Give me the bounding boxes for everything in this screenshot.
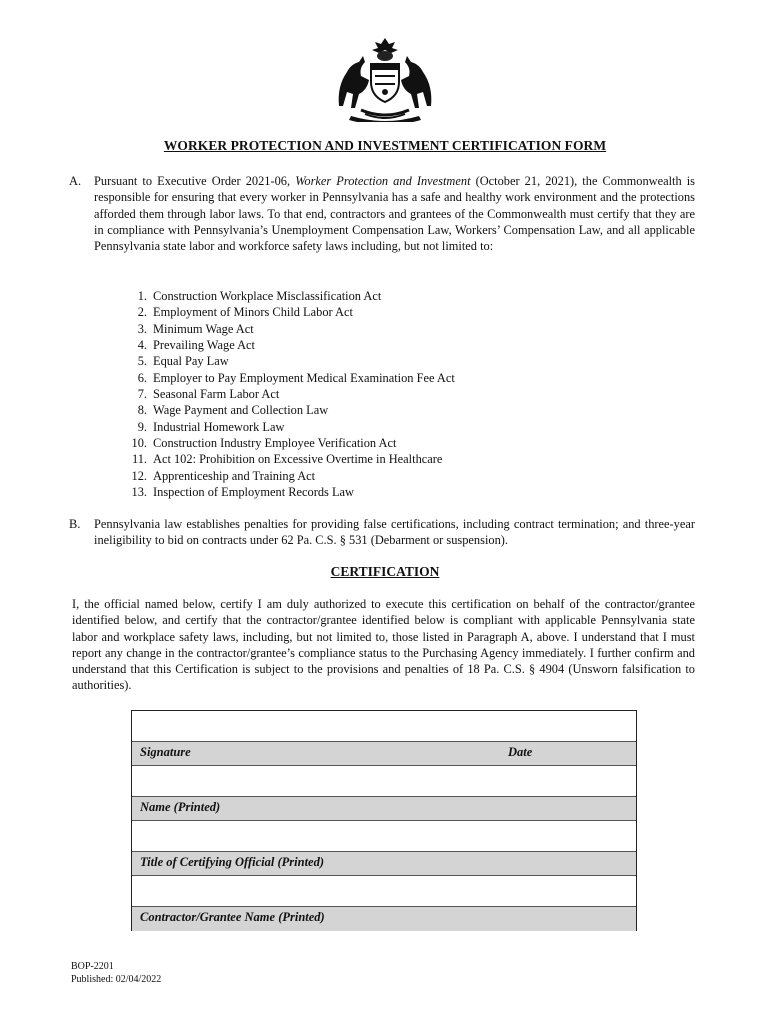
name-field[interactable] (132, 766, 636, 797)
list-item: 7. Seasonal Farm Labor Act (137, 387, 280, 402)
signature-field[interactable] (132, 711, 636, 742)
certification-heading: CERTIFICATION (330, 564, 440, 579)
labor-law-list (126, 288, 606, 500)
list-item: 12. Apprenticeship and Training Act (131, 468, 316, 483)
section-b-marker: B. (69, 517, 81, 531)
contractor-field[interactable] (132, 876, 636, 907)
list-item: 6. Employer to Pay Employment Medical Examination Fee Act (137, 370, 455, 385)
list-item: 13. Inspection of Employment Records Law (131, 485, 354, 500)
list-item: 5. Equal Pay Law (137, 354, 229, 369)
published-date: Published: 02/04/2022 (71, 973, 162, 985)
form-id: BOP-2201 (71, 961, 114, 972)
list-item: 2. Employment of Minors Child Labor Act (137, 305, 353, 320)
signature-label: Signature (140, 745, 191, 759)
list-item: 1. Construction Workplace Misclassification Act (137, 289, 382, 303)
form-title: WORKER PROTECTION AND INVESTMENT CERTIFICATION FORM (163, 138, 607, 153)
name-label-row (132, 797, 636, 821)
section-a-paragraph (69, 173, 696, 254)
contractor-label: Contractor/Grantee Name (Printed) (140, 910, 325, 924)
executive-order-title: Worker Protection and Investment (295, 174, 471, 188)
date-label: Date (508, 745, 533, 759)
list-item: 10. Construction Industry Employee Verification Act (131, 436, 397, 451)
signature-table (131, 710, 637, 931)
name-label: Name (Printed) (140, 800, 221, 814)
section-a-text-start: Pursuant to Executive Order 2021-06, (94, 174, 296, 188)
section-b-text: Pennsylvania law establishes penalties for providing false certifications, including contract termination; and three-year ineligibility to bid on contracts under 62 Pa. C.S. § 531 (Debarment or suspension). (94, 517, 695, 548)
title-field[interactable] (132, 821, 636, 852)
section-a-marker: A. (69, 174, 82, 188)
list-item: 9. Industrial Homework Law (137, 419, 285, 434)
list-item: 11. Act 102: Prohibition on Excessive Overtime in Healthcare (131, 452, 443, 467)
footer (71, 961, 161, 986)
certification-paragraph: I, the official named below, certify I am duly authorized to execute this certification on behalf of the contractor/grantee identified below, and certify that the contractor/grantee identified below is compliant with applicable Pennsylvania state labor and workplace safety laws, including, but not limited to, those listed in Paragraph A, above. I understand that I must report any change in the contractor/grantee’s compliance status to the Purchasing Agency immediately. I further confirm and understand that this Certification is subject to the provisions and penalties of 18 Pa. C.S. § 4904 (Unsworn falsification to authorities). (72, 597, 695, 693)
title-label: Title of Certifying Official (Printed) (140, 855, 324, 869)
contractor-label-row (132, 907, 636, 931)
signature-label-row (132, 742, 636, 766)
title-label-row (132, 852, 636, 876)
list-item: 3. Minimum Wage Act (137, 321, 254, 336)
list-item: 8. Wage Payment and Collection Law (137, 403, 329, 418)
list-item: 4. Prevailing Wage Act (137, 338, 256, 353)
section-b-paragraph (69, 516, 695, 549)
pennsylvania-seal-icon (331, 36, 439, 122)
section-a-text-end: (October 21, 2021), the Commonwealth is responsible for ensuring that every worker in Pennsylvania has a safe and healthy work environment and the protections afforded them through labor laws. To that end, contractors and grantees of the Commonwealth must certify that they are in compliance with Pennsylvania’s Unemployment Compensation Law, Workers’ Compensation Law, and all applicable Pennsylvania state labor and workforce safety laws including, but not limited to: (94, 174, 696, 254)
